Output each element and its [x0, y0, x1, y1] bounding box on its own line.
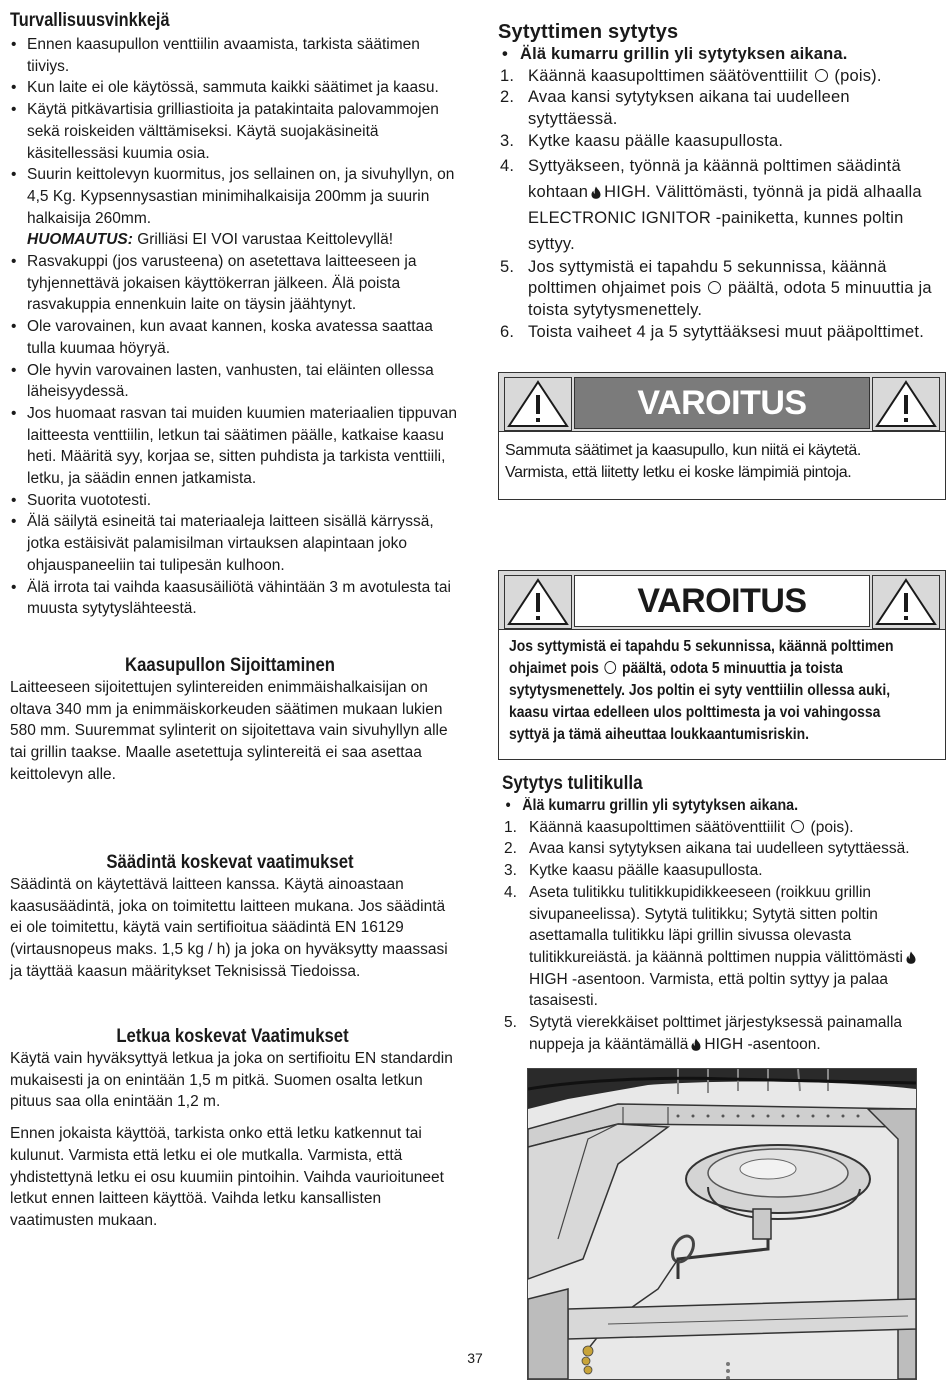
burner-photo-image: [528, 1069, 916, 1379]
safety-section: [10, 10, 460, 620]
warning-box-1: [498, 372, 946, 500]
warning-triangle-icon: [872, 377, 940, 431]
list-item: • Kun laite ei ole käytössä, sammuta kaikki säätimet ja kaasu.: [10, 77, 460, 99]
off-circle-icon: [605, 661, 617, 674]
list-item: [10, 164, 460, 251]
hose-text-1: Käytä vain hyväksyttyä letkua ja joka on sertifioitu EN standardin mukaisesti ja on enintään 1,5 m pitkä. Suomen osalta letkun pituus saa olla enintään 1,2 m.: [10, 1050, 453, 1111]
hose-text-2: Ennen jokaista käyttöä, tarkista onko että letku katkennut tai kulunut. Varmista että letku ei ole mutkalla. Varmista, että yhdistettynä letku ei osu kuumiin pintoihin. Vaihda vaurioituneet letkut ennen laitteen käyttöä. Vaihda letku kansallisten vaatimusten mukaan.: [10, 1125, 444, 1229]
list-item: 2. Avaa kansi sytytyksen aikana tai uudelleen sytyttäessä.: [500, 88, 850, 129]
list-item: • Älä irrota tai vaihda kaasusäiliötä vähintään 3 m avotulesta tai muusta sytytyslähteestä.: [10, 577, 460, 620]
note-text: Grilliäsi EI VOI varustaa Keittolevyllä!: [132, 231, 394, 249]
warning-triangle-icon: [504, 575, 572, 629]
list-item: 3. Kytke kaasu päälle kaasupullosta.: [500, 131, 784, 150]
list-item: • Ennen kaasupullon venttiilin avaamista, tarkista säätimen tiiviys.: [10, 34, 460, 77]
flame-icon: [691, 1038, 701, 1051]
warning-word: VAROITUS: [574, 377, 870, 429]
cylinder-text: Laitteeseen sijoitettujen sylintereiden enimmäishalkaisijan on oltava 340 mm ja enimmäiskorkeuden säätimen mukaan lukien 580 mm. Suuremmat sylinterit on sijoitettava vain sivuhyllyn alle tai grillin taakse. Maalle asetettuja sylintereitä ei saa asettaa keittolevyn alle.: [10, 679, 448, 783]
regulator-title: Säädintä koskevat vaatimukset: [106, 852, 354, 873]
flame-icon: [906, 951, 916, 964]
list-item: 3. Kytke kaasu päälle kaasupullosta.: [504, 862, 763, 880]
warning-word: VAROITUS: [574, 575, 870, 627]
match-steps: [502, 817, 942, 1056]
match-warning-bullet: • Älä kumarru grillin yli sytytyksen aikana.: [502, 795, 907, 817]
warning-triangle-icon: [872, 575, 940, 629]
list-item: 6. Toista vaiheet 4 ja 5 sytyttääksesi muut pääpolttimet.: [500, 322, 924, 341]
warning-header: [499, 571, 945, 630]
off-circle-icon: [791, 820, 804, 833]
list-item: • Jos huomaat rasvan tai muiden kuumien materiaalien tippuvan laitteesta venttiilin, letkun tai säätimen päälle, katkaise kaasu heti. Määritä syy, korjaa se, sitten puhdista ja tarkista venttiili, letku, ja säädin ennen jatkamista.: [10, 403, 460, 490]
list-item: • Rasvakuppi (jos varusteena) on asetettava laitteeseen ja tyhjennettävä jokaisen käyttökerran jälkeen. Älä poista rasvakuppia ennenkuin laite on täysin jäähtynyt.: [10, 251, 460, 316]
match-section: [502, 773, 942, 1055]
grill-burner-illustration: [527, 1068, 917, 1380]
safety-title: Turvallisuusvinkkejä: [10, 10, 170, 31]
off-circle-icon: [815, 69, 828, 82]
cylinder-title: Kaasupullon Sijoittaminen: [125, 655, 335, 676]
page-number: 37: [467, 1350, 483, 1366]
list-item: 1. Käännä kaasupolttimen säätöventtiilit (pois).: [500, 66, 882, 85]
regulator-section: [10, 852, 450, 983]
warning-header: [499, 373, 945, 432]
regulator-text: Säädintä on käytettävä laitteen kanssa. Käytä ainoastaan kaasusäädintä, joka on toimitettu laitteen mukana. Jos säädintä ei ole toimitettu, käytä vain sertifioitua säädintä EN 16129 (virtausnopeus maks. 1,5 kg / h) ja joka on hyväksytty maassasi ja täyttää kaasun määritykset Teknisissä Tiedoissa.: [10, 876, 448, 980]
list-item: 1. Käännä kaasupolttimen säätöventtiilit (pois).: [504, 818, 854, 836]
flame-icon: [591, 186, 601, 199]
hose-title: Letkua koskevat Vaatimukset: [116, 1026, 349, 1047]
list-item: 4. Aseta tulitikku tulitikkupidikkeeseen (roikkuu grillin sivupaneelissa). Sytytä tulitikku; Sytytä sitten poltin asettamalla tulitikku läpi grillin sivussa olevasta tulitikkureiästä. ja käännä polttimen nuppia välittömästiHIGH -asentoon. Varmista, että poltin syttyy ja palaa tasaisesti.: [502, 882, 942, 1012]
list-item: • Suorita vuototesti.: [10, 490, 460, 512]
list-item: 2. Avaa kansi sytytyksen aikana tai uudelleen sytyttäessä.: [504, 840, 910, 858]
list-item: • Ole hyvin varovainen lasten, vanhusten, tai eläinten ollessa läheisyydessä.: [10, 360, 460, 403]
list-item: 5. Jos syttymistä ei tapahdu 5 sekunnissa, käännä polttimen ohjaimet pois päältä, odota 5 minuuttia ja toista sytytysmenettely.: [500, 257, 932, 319]
warning-text: Sammuta säätimet ja kaasupullo, kun niitä ei käytetä. Varmista, että liitetty letku ei koske lämpimiä pintoja.: [505, 442, 861, 481]
ignition-title: Sytyttimen sytytys: [498, 21, 679, 43]
warning-text: Jos syttymistä ei tapahdu 5 sekunnissa, käännä polttimen ohjaimet pois päältä, odota 5 minuuttia ja toista sytytysmenettely. Jos poltin ei syty venttiilin ollessa auki, kaasu virtaa edelleen ulos polttimesta ja voi vahingossa syttyä ja tämä aiheuttaa loukkaantumisriskin.: [509, 638, 894, 743]
warning-triangle-icon: [504, 377, 572, 431]
warning-box-2: [498, 570, 946, 760]
note-label: HUOMAUTUS:: [27, 231, 133, 249]
ignition-warning-bullet: • Älä kumarru grillin yli sytytyksen aikana.: [498, 44, 944, 66]
off-circle-icon: [708, 281, 721, 294]
ignition-steps: [498, 66, 944, 344]
hose-section: [10, 1026, 455, 1232]
ignition-section: [498, 20, 944, 343]
match-title: Sytytys tulitikulla: [502, 773, 643, 794]
safety-list: [10, 34, 460, 620]
load-text: Suurin keittolevyn kuormitus, jos sellainen on, ja sivuhyllyn, on 4,5 Kg. Kypsennysastian minimihalkaisija 200mm ja suurin halkaisija 260mm.: [27, 166, 455, 227]
list-item: • Käytä pitkävartisia grilliastioita ja patakintaita palovammojen sekä roiskeiden välttämiseksi. Käytä suojakäsineitä käsitellessäsi kuumia osia.: [10, 99, 460, 164]
list-item: 5. Sytytä vierekkäiset polttimet järjestyksessä painamalla nuppeja ja kääntämällä HIGH -asentoon.: [504, 1014, 903, 1053]
cylinder-section: [10, 655, 450, 786]
list-item: • Älä säilytä esineitä tai materiaaleja laitteen sisällä kärryssä, jotka estäisivät palamisilman virtauksen alapintaan joko ohjauspaneeliin tai tulipesän kulhoon.: [10, 511, 460, 576]
list-item: • Ole varovainen, kun avaat kannen, koska avatessa saattaa tulla kuumaa höyryä.: [10, 316, 460, 359]
list-item: 4. Syttyäkseen, työnnä ja käännä polttimen säädintä kohtaan HIGH. Välittömästi, työnnä ja pidä alhaalla ELECTRONIC IGNITOR -painiketta, kunnes poltin syttyy.: [500, 156, 922, 253]
